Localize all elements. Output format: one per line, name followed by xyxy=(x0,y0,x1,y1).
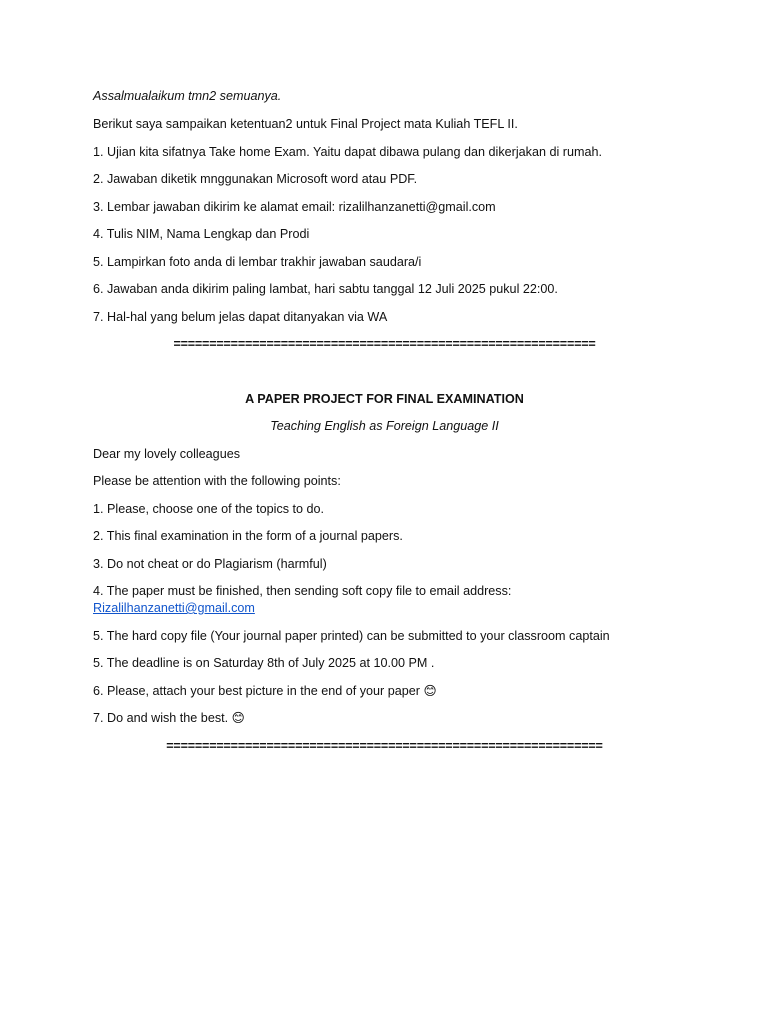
spacer xyxy=(93,364,676,391)
rule-item-5: 5. Lampirkan foto anda di lembar trakhir jawaban saudara/i xyxy=(93,254,422,269)
rule-item-1: 1. Ujian kita sifatnya Take home Exam. Yaitu dapat dibawa pulang dan dikerjakan di rumah. xyxy=(93,144,602,159)
email-link[interactable]: Rizalilhanzanetti@gmail.com xyxy=(93,601,255,615)
point-item-6: 6. Please, attach your best picture in the end of your paper 😊 xyxy=(93,683,437,698)
point-item-7: 7. Do and wish the best. 😊 xyxy=(93,711,245,725)
point-item-4-text: 4. The paper must be finished, then sending soft copy file to email address: xyxy=(93,584,512,598)
intro-line: Berikut saya sampaikan ketentuan2 untuk Final Project mata Kuliah TEFL II. xyxy=(93,117,518,131)
point-item-5b: 5. The deadline is on Saturday 8th of July 2025 at 10.00 PM . xyxy=(93,656,435,670)
rule-item-4: 4. Tulis NIM, Nama Lengkap dan Prodi xyxy=(93,227,310,241)
divider-line: =========================================================== xyxy=(173,337,596,351)
point-item-4 xyxy=(93,583,676,617)
rule-item-3: 3. Lembar jawaban dikirim ke alamat email: rizalilhanzanetti@gmail.com xyxy=(93,199,496,214)
point-item-3: 3. Do not cheat or do Plagiarism (harmful) xyxy=(93,556,327,571)
salutation: Dear my lovely colleagues xyxy=(93,446,240,461)
point-item-5a: 5. The hard copy file (Your journal paper printed) can be submitted to your classroom captain xyxy=(93,628,610,643)
indonesian-section xyxy=(93,88,676,353)
point-item-2: 2. This final examination in the form of a journal papers. xyxy=(93,529,403,543)
divider-line-bottom: ============================================================= xyxy=(166,738,603,753)
rule-item-6: 6. Jawaban anda dikirim paling lambat, hari sabtu tanggal 12 Juli 2025 pukul 22:00. xyxy=(93,282,558,296)
point-item-1: 1. Please, choose one of the topics to do. xyxy=(93,501,325,516)
rule-item-2: 2. Jawaban diketik mnggunakan Microsoft word atau PDF. xyxy=(93,172,418,186)
document-subtitle: Teaching English as Foreign Language II xyxy=(270,419,499,433)
greeting: Assalmualaikum tmn2 semuanya. xyxy=(93,89,282,103)
lead-line: Please be attention with the following points: xyxy=(93,474,341,488)
english-section xyxy=(93,391,676,755)
document-title: A PAPER PROJECT FOR FINAL EXAMINATION xyxy=(245,391,524,406)
rule-item-7: 7. Hal-hal yang belum jelas dapat ditanyakan via WA xyxy=(93,309,388,324)
